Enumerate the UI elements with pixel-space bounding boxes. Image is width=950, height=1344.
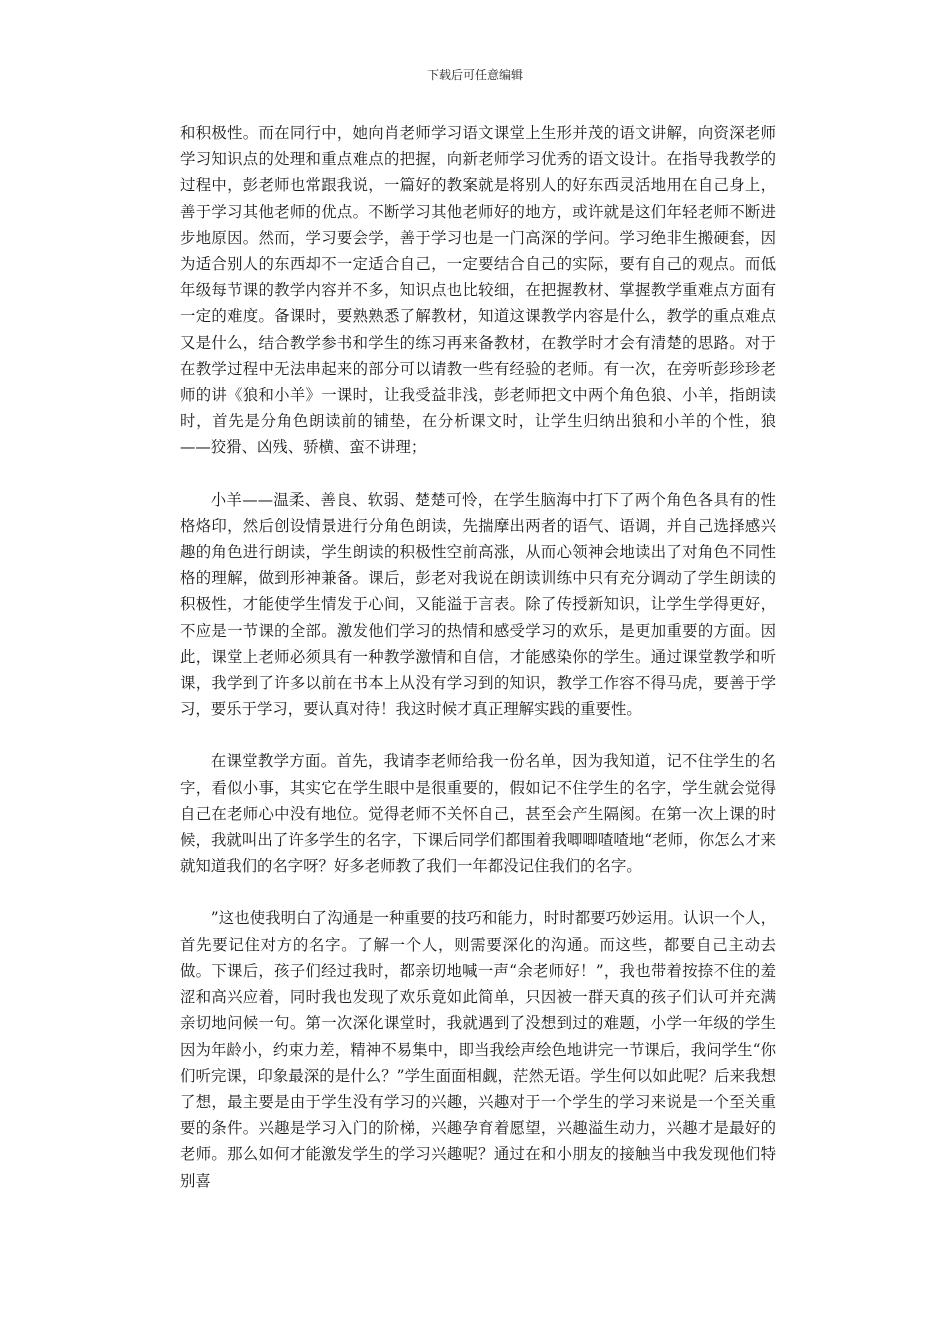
paragraph-1: 和积极性。而在同行中，她向肖老师学习语文课堂上生形并茂的语文讲解，向资深老师学习知识点的处理和重点难点的把握，向新老师学习优秀的语文设计。在指导我教学的过程中，彭老师也常跟我说，一篇好的教案就是将别人的好东西灵活地用在自己身上，善于学习其他老师的优点。不断学习其他老师好的地方，或许就是这们年轻老师不断进步地原因。然而，学习要会学，善于学习也是一门高深的学问。学习绝非生搬硬套，因为适合别人的东西却不一定适合自己，一定要结合自己的实际，要有自己的观点。而低年级每节课的教学内容并不多，知识点也比较细，在把握教材、掌握教学重难点方面有一定的难度。备课时，要熟熟悉了解教材，知道这课教学内容是什么，教学的重点难点又是什么，结合教学参书和学生的练习再来备教材，在教学时才会有清楚的思路。对于在教学过程中无法串起来的部分可以请教一些有经验的老师。有一次，在旁听彭珍珍老师的讲《狼和小羊》一课时，让我受益非浅，彭老师把文中两个角色狼、小羊，指朗读时，首先是分角色朗读前的铺垫，在分析课文时，让学生归纳出狼和小羊的个性，狼——狡猾、凶残、骄横、蛮不讲理； bbox=[180, 124, 776, 457]
paragraph-3: 在课堂教学方面。首先，我请李老师给我一份名单，因为我知道，记不住学生的名字，看似小事，其实它在学生眼中是很重要的，假如记不住学生的名字，学生就会觉得自己在老师心中没有地位。觉得老师不关怀自己，甚至会产生隔阂。在第一次上课的时候，我就叫出了许多学生的名字，下课后同学们都围着我唧唧喳喳地“老师，你怎么才来就知道我们的名字呀？好多老师教了我们一年都没记住我们的名字。 bbox=[180, 752, 776, 876]
page-header: 下载后可任意编辑 bbox=[426, 68, 523, 82]
document-body bbox=[180, 120, 776, 1194]
paragraph-2: 小羊——温柔、善良、软弱、楚楚可怜，在学生脑海中打下了两个角色各具有的性格烙印，然后创设情景进行分角色朗读，先揣摩出两者的语气、语调，并自己选择感兴趣的角色进行朗读，学生朗读的积极性空前高涨，从而心领神会地读出了对角色不同性格的理解，做到形神兼备。课后，彭老对我说在朗读训练中只有充分调动了学生朗读的积极性，才能使学生情发于心间，又能溢于言表。除了传授新知识，让学生学得更好，不应是一节课的全部。激发他们学习的热情和感受学习的欢乐，是更加重要的方面。因此，课堂上老师必须具有一种教学激情和自信，才能感染你的学生。通过课堂教学和听课，我学到了许多以前在书本上从没有学习到的知识，教学工作容不得马虎，要善于学习，要乐于学习，要认真对待！我这时候才真正理解实践的重要性。 bbox=[180, 490, 776, 719]
paragraph-gap bbox=[180, 461, 776, 487]
paragraph-gap bbox=[180, 722, 776, 748]
paragraph-4: ”这也使我明白了沟通是一种重要的技巧和能力，时时都要巧妙运用。认识一个人，首先要记住对方的名字。了解一个人，则需要深化的沟通。而这些，都要自己主动去做。下课后，孩子们经过我时，都亲切地喊一声“余老师好！”，我也带着按捺不住的羞涩和高兴应着，同时我也发现了欢乐竟如此简单，只因被一群天真的孩子们认可并充满亲切地问候一句。第一次深化课堂时，我就遇到了没想到过的难题，小学一年级的学生因为年龄小，约束力差，精神不易集中，即当我绘声绘色地讲完一节课后，我问学生“你们听完课，印象最深的是什么？”学生面面相觑，茫然无语。学生何以如此呢？后来我想了想，最主要是由于学生没有学习的兴趣，兴趣对于一个学生的学习来说是一个至关重要的条件。兴趣是学习入门的阶梯，兴趣孕育着愿望，兴趣溢生动力，兴趣才是最好的老师。那么如何才能激发学生的学习兴趣呢？通过在和小朋友的接触当中我发现他们特别喜 bbox=[180, 909, 776, 1190]
paragraph-gap bbox=[180, 879, 776, 905]
